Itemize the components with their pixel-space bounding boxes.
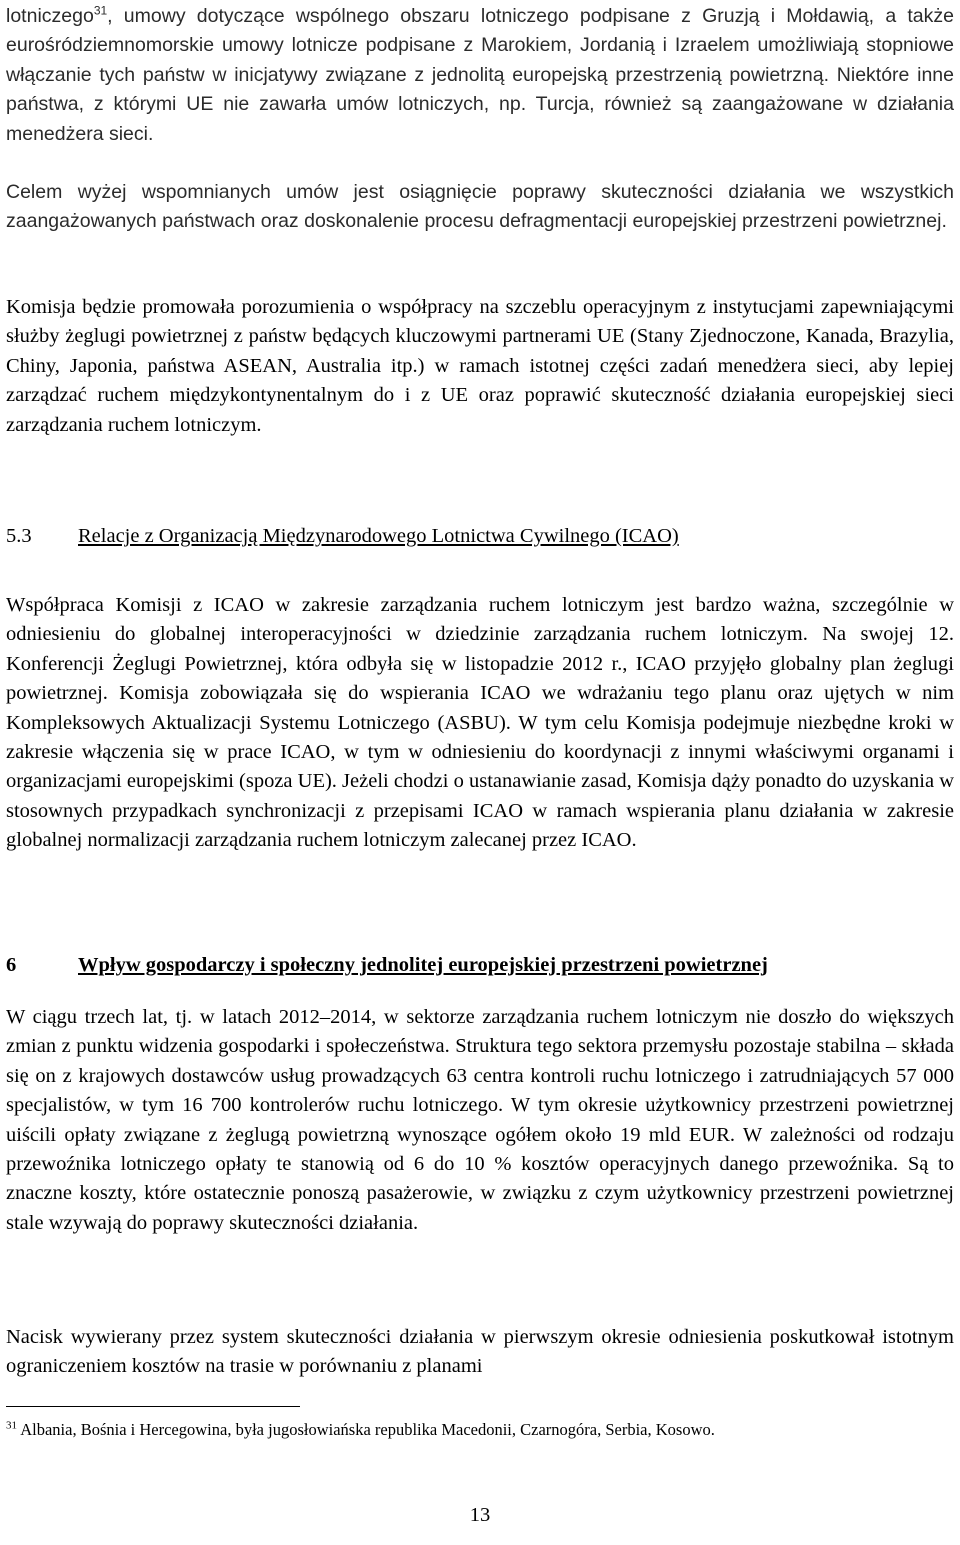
footnote-reference[interactable]: 31 bbox=[93, 3, 108, 18]
section-number: 6 bbox=[6, 954, 17, 976]
footnote bbox=[6, 1418, 954, 1442]
footnote-number: 31 bbox=[6, 1419, 17, 1432]
section-heading-6 bbox=[6, 951, 954, 980]
paragraph-third-country-agreements bbox=[6, 2, 954, 149]
section-number: 5.3 bbox=[6, 525, 32, 547]
paragraph-text: lotniczego bbox=[6, 5, 94, 27]
section-title: Relacje z Organizacją Międzynarodowego Lotnictwa Cywilnego (ICAO) bbox=[78, 525, 679, 547]
paragraph-agreement-goals: Celem wyżej wspomnianych umów jest osiągnięcie poprawy skuteczności działania we wszystkich zaangażowanych państwach oraz doskonalenie procesu defragmentacji europejskiej przestrzeni powietrznej. bbox=[6, 181, 954, 233]
paragraph-cooperation-arrangements: Komisja będzie promowała porozumienia o współpracy na szczeblu operacyjnym z instytucjami zapewniającymi służby żeglugi powietrznej z państw będących kluczowymi partnerami UE (Stany Zjednoczone, Kanada, Brazylia, Chiny, Japonia, państwa ASEAN, Australia itp.) w ramach istotnej części zadań menedżera sieci, aby lepiej zarządzać ruchem międzykontynentalnym do i z UE oraz poprawić skuteczność działania europejskiej sieci zarządzania ruchem lotniczym. bbox=[6, 296, 954, 436]
paragraph-text: , umowy dotyczące wspólnego obszaru lotniczego podpisane z Gruzją i Mołdawią, a także eurośródziemnomorskie umowy lotnicze podpisane z Marokiem, Jordanią i Izraelem umożliwiają stopniowe włączanie tych państw w inicjatywy związane z jednolitą europejską przestrzenią powietrzną. Niektóre inne państwa, z którymi UE nie zawarła umów lotniczych, np. Turcja, również są zaangażowane w działania menedżera sieci. bbox=[6, 5, 954, 145]
footnote-separator bbox=[6, 1406, 300, 1407]
page-number: 13 bbox=[469, 1504, 491, 1526]
section-heading-5-3 bbox=[6, 522, 954, 551]
paragraph-performance-pressure: Nacisk wywierany przez system skuteczności działania w pierwszym okresie odniesienia poskutkował istotnym ograniczeniem kosztów na trasie w porównaniu z planami bbox=[6, 1326, 954, 1378]
paragraph-icao-cooperation: Współpraca Komisji z ICAO w zakresie zarządzania ruchem lotniczym jest bardzo ważna, szczególnie w odniesieniu do globalnej interoperacyjności w dziedzinie zarządzania ruchem lotniczym. Na swojej 12. Konferencji Żeglugi Powietrznej, która odbyła się w listopadzie 2012 r., ICAO przyjęło globalny plan żeglugi powietrznej. Komisja zobowiązała się do wspierania ICAO we wdrażaniu tego planu oraz ujętych w nim Kompleksowych Aktualizacji Systemu Lotniczego (ASBU). W tym celu Komisja podejmuje niezbędne kroki w zakresie włączenia się w prace ICAO, w tym w odniesieniu do koordynacji z innymi właściwymi organami i organizacjami europejskimi (spoza UE). Jeżeli chodzi o ustanawianie zasad, Komisja dąży ponadto do uzyskania w stosownych przypadkach synchronizacji z przepisami ICAO w ramach wspierania planu działania w zakresie globalnej normalizacji zarządzania ruchem lotniczym zalecanej przez ICAO. bbox=[6, 594, 955, 852]
footnote-text: Albania, Bośnia i Hercegowina, była jugosłowiańska republika Macedonii, Czarnogóra, Serbia, Kosowo. bbox=[20, 1420, 715, 1439]
section-title: Wpływ gospodarczy i społeczny jednolitej europejskiej przestrzeni powietrznej bbox=[78, 954, 768, 976]
paragraph-economic-impact: W ciągu trzech lat, tj. w latach 2012–2014, w sektorze zarządzania ruchem lotniczym nie doszło do większych zmian z punktu widzenia gospodarki i społeczeństwa. Struktura tego sektora przemysłu pozostaje stabilna – składa się on z krajowych dostawców usług prowadzących 63 centra kontroli ruchu lotniczego i zatrudniających 57 000 specjalistów, w tym 16 700 kontrolerów ruchu lotniczego. W tym okresie użytkownicy przestrzeni powietrznej uiścili opłaty związane z żeglugą powietrzną wynoszące ogółem około 19 mld EUR. W zależności od rodzaju przewoźnika lotniczego opłaty te stanowią od 6 do 10 % kosztów operacyjnych danego przewoźnika. Są to znaczne koszty, które ostatecznie ponoszą pasażerowie, w związku z czym użytkownicy przestrzeni powietrznej stale wzywają do poprawy skuteczności działania. bbox=[6, 1006, 954, 1234]
